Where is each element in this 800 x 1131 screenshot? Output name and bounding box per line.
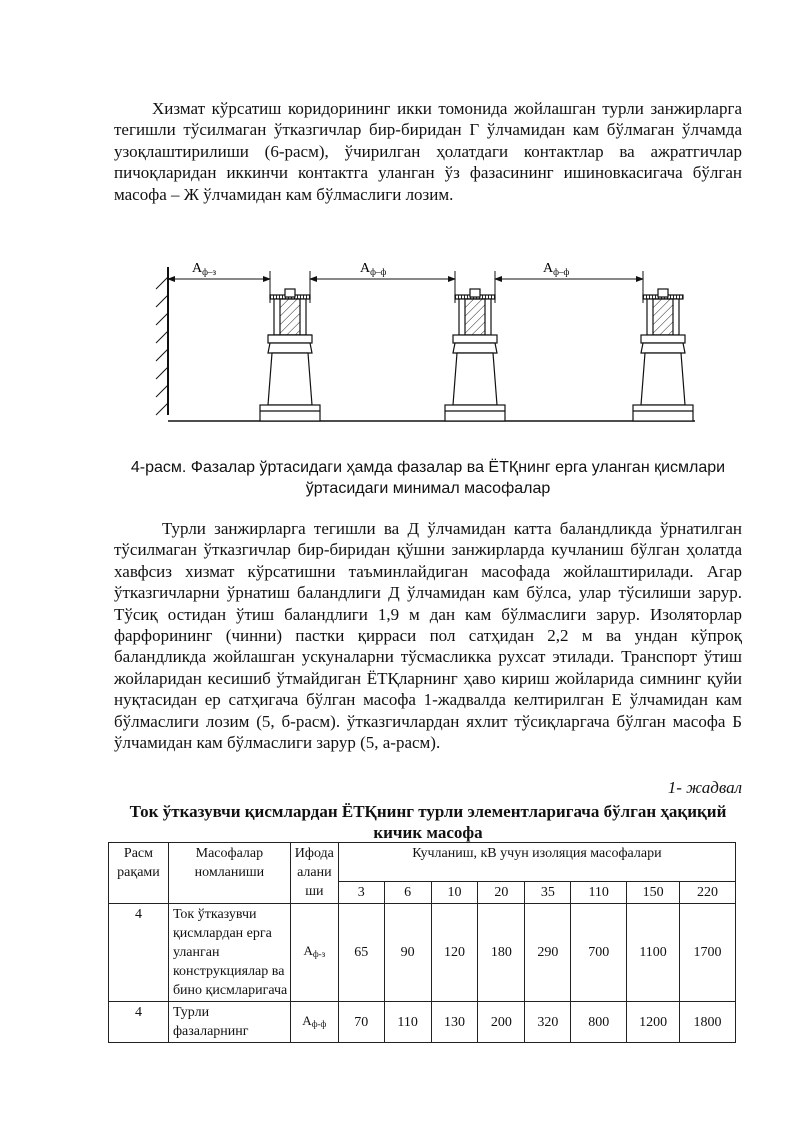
row-value: 290: [525, 904, 571, 1002]
header-distance-name: Масофалар номланиши: [168, 843, 290, 904]
header-voltage: 220: [680, 882, 736, 904]
header-voltage: 10: [431, 882, 478, 904]
row-value: 320: [525, 1002, 571, 1043]
wall-hatched: [156, 267, 168, 415]
row-figure-number: 4: [109, 904, 169, 1002]
row-value: 65: [338, 904, 384, 1002]
row-figure-number: 4: [109, 1002, 169, 1043]
table-number: 1- жадвал: [667, 778, 742, 797]
dimension-label-phase-phase-1: $А_{ф-ф}$: [360, 261, 387, 277]
insulator-1: [260, 289, 320, 421]
row-value: 700: [571, 904, 627, 1002]
row-value: 1800: [680, 1002, 736, 1043]
row-symbol: $А_{ф-ф}$: [290, 1002, 338, 1043]
row-value: 1700: [680, 904, 736, 1002]
insulator-distance-figure: [150, 255, 695, 435]
header-symbol: Ифода алани ши: [290, 843, 338, 904]
dimension-lines: [168, 271, 643, 303]
row-value: 200: [478, 1002, 525, 1043]
header-voltage: 6: [384, 882, 431, 904]
row-distance-name: Турли фазаларнинг: [168, 1002, 290, 1043]
distance-table: [108, 842, 736, 1043]
figure-caption: 4-расм. Фазалар ўртасидаги ҳамда фазалар ва ЁТҚнинг ерга уланган қисмлари ўртасидаги минимал масофалар: [130, 459, 726, 497]
paragraph-1: Хизмат кўрсатиш коридорининг икки томонида жойлашган турли занжирларга тегишли тўсилмаган ўтказгичлар бир-биридан Г ўлчамидан кам бўлмаган ўлчамда узоқлаштирилиши (6-расм), ўчирилган ҳолатдаги контактлар ва ажратгичлар пичоқларидан иккинчи контактга уланган ўз фазасининг ишиновкасигача бўлган масофа – Ж ўлчамидан кам бўлмаслиги лозим.: [114, 99, 742, 204]
header-voltage: 20: [478, 882, 525, 904]
row-value: 130: [431, 1002, 478, 1043]
row-value: 70: [338, 1002, 384, 1043]
table-row: [109, 1002, 736, 1043]
header-voltage: 110: [571, 882, 627, 904]
row-value: 180: [478, 904, 525, 1002]
row-symbol: $А_{ф-з}$: [290, 904, 338, 1002]
row-distance-name: Ток ўтказувчи қисмлардан ерга уланган конструкциялар ва бино қисмларигача: [168, 904, 290, 1002]
header-voltage: 3: [338, 882, 384, 904]
header-figure-number: Расм рақами: [109, 843, 169, 904]
row-value: 120: [431, 904, 478, 1002]
table-title: Ток ўтказувчи қисмлардан ЁТҚнинг турли элементларигача бўлган ҳақиқий кичик масофа: [129, 802, 727, 842]
row-value: 90: [384, 904, 431, 1002]
row-value: 1100: [627, 904, 680, 1002]
insulator-3: [633, 289, 693, 421]
paragraph-2: Турли занжирларга тегишли ва Д ўлчамидан катта баландликда ўрнатилган тўсилмаган ўтказгичлар бир-биридан қўшни занжирларда кучланиш бўлган ҳолатда хавфсиз хизмат кўрсатишни таъминлайдиган масофада жойлаштирилади. Агар ўтказгичларни ўрнатиш баландлиги Д ўлчамидан кам бўлса, улар тўсилиши зарур. Тўсиқ остидан ўтиш баландлиги 1,9 м дан кам бўлмаслиги зарур. Изоляторлар фарфорининг (чинни) пастки қирраси пол сатҳидан 2,2 м ва ундан кўпроқ баландликда жойлашган ускуналарни тўсмасликка рухсат этилади. Транспорт ўтиш жойларидан кесишиб ўтмайдиган ЁТҚларнинг ҳаво кириш жойларида симнинг қуйи нуқтасидан ер сатҳигача бўлган масофа 1-жадвалда келтирилган Е ўлчамидан кам бўлмаслиги лозим (5, б-расм). ўтказгичлардан яхлит тўсиқларгача бўлган масофа Б ўлчамидан кам бўлмаслиги зарур (5, а-расм).: [114, 519, 742, 753]
header-voltage: 150: [627, 882, 680, 904]
table-row: [109, 904, 736, 1002]
header-voltage: 35: [525, 882, 571, 904]
insulator-2: [445, 289, 505, 421]
dimension-label-phase-phase-2: $А_{ф-ф}$: [543, 261, 570, 277]
row-value: 800: [571, 1002, 627, 1043]
row-value: 110: [384, 1002, 431, 1043]
row-value: 1200: [627, 1002, 680, 1043]
dimension-label-phase-ground: $А_{ф-з}$: [192, 261, 217, 277]
header-voltage-group: Кучланиш, кВ учун изоляция масофалари: [338, 843, 735, 882]
